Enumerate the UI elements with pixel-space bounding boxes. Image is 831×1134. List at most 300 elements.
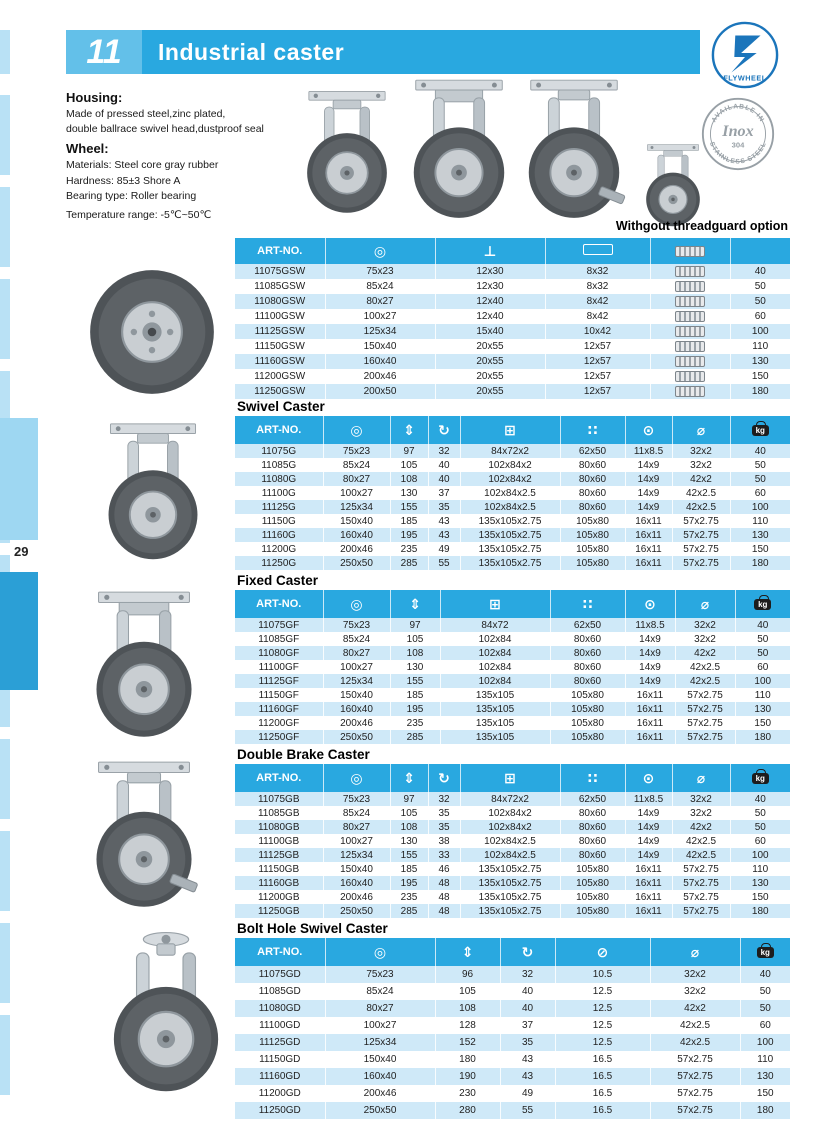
spec-value-cell: 42x2.5: [672, 500, 730, 514]
spec-value-cell: 16.5: [555, 1102, 650, 1119]
spec-value-cell: 43: [428, 528, 460, 542]
spec-value-cell: 60: [730, 309, 790, 324]
spec-value-cell: 12x30: [435, 279, 545, 294]
spec-value-cell: 57x2.75: [675, 730, 735, 744]
spec-value-cell: 42x2.5: [650, 1017, 740, 1034]
spec-value-cell: 280: [435, 1102, 500, 1119]
spec-value-cell: 105x80: [560, 904, 625, 918]
spec-value-cell: 105x80: [560, 556, 625, 570]
spec-value-cell: 135x105: [440, 688, 550, 702]
spec-value-cell: 75x23: [323, 792, 390, 806]
spec-value-cell: 14x9: [625, 806, 672, 820]
spec-value-cell: 14x9: [625, 660, 675, 674]
sleeve-image-cell: [650, 324, 730, 339]
spec-value-cell: 125x34: [323, 848, 390, 862]
art-no-cell: 11080GD: [235, 1000, 325, 1017]
spec-value-cell: 42x2: [675, 646, 735, 660]
spec-value-cell: 80x60: [560, 806, 625, 820]
art-no-cell: 11080GB: [235, 820, 323, 834]
spec-value-cell: 195: [390, 876, 428, 890]
spec-value-cell: 135x105: [440, 730, 550, 744]
spec-value-cell: 50: [730, 458, 790, 472]
spec-value-cell: 102x84x2.5: [460, 486, 560, 500]
spec-value-cell: 40: [500, 983, 555, 1000]
column-header-art-no: ART-NO.: [235, 416, 323, 444]
table-row: [235, 384, 790, 399]
art-no-cell: 11150GSW: [235, 339, 325, 354]
spec-value-cell: 130: [730, 354, 790, 369]
mounting-height-icon: ⇕: [409, 595, 421, 612]
section-title-bolt: Bolt Hole Swivel Caster: [237, 921, 388, 936]
art-no-cell: 11085GSW: [235, 279, 325, 294]
table-row: [235, 1000, 790, 1017]
spec-value-cell: 200x46: [323, 716, 390, 730]
spec-value-cell: 57x2.75: [672, 890, 730, 904]
spec-value-cell: 42x2: [672, 472, 730, 486]
spec-value-cell: 185: [390, 688, 440, 702]
table-row: [235, 688, 790, 702]
spec-value-cell: 105: [390, 458, 428, 472]
table-row: [235, 966, 790, 983]
art-no-cell: 11150GD: [235, 1051, 325, 1068]
spec-value-cell: 35: [428, 806, 460, 820]
column-header-raceway-icon: [672, 764, 730, 792]
spec-value-cell: 150x40: [323, 862, 390, 876]
spec-value-cell: 102x84: [440, 660, 550, 674]
column-header-art-no: ART-NO.: [235, 764, 323, 792]
column-header-mounting-height-icon: [390, 764, 428, 792]
spec-value-cell: 85x24: [323, 632, 390, 646]
sleeve-image-cell: [650, 369, 730, 384]
spec-value-cell: 20x55: [435, 384, 545, 399]
art-no-cell: 11075GF: [235, 618, 323, 632]
column-header-wheel-size-icon: [323, 590, 390, 618]
spec-value-cell: 155: [390, 500, 428, 514]
spec-value-cell: 150x40: [323, 514, 390, 528]
spec-value-cell: 57x2.75: [672, 556, 730, 570]
spec-value-cell: 8x32: [545, 264, 650, 279]
spec-value-cell: 57x2.75: [672, 904, 730, 918]
column-header-raceway-icon: [650, 938, 740, 966]
spec-value-cell: 40: [500, 1000, 555, 1017]
spec-value-cell: 57x2.75: [675, 716, 735, 730]
spec-value-cell: 125x34: [323, 500, 390, 514]
spec-value-cell: 50: [735, 646, 790, 660]
spec-value-cell: 135x105x2.75: [460, 542, 560, 556]
spec-value-cell: 80x60: [560, 486, 625, 500]
spec-value-cell: 8x42: [545, 294, 650, 309]
section-title-brake: Double Brake Caster: [237, 747, 370, 762]
spec-value-cell: 110: [740, 1051, 790, 1068]
spec-value-cell: 57x2.75: [650, 1068, 740, 1085]
flywheel-logo-icon: [710, 20, 780, 90]
spec-value-cell: 85x24: [325, 983, 435, 1000]
spec-value-cell: 84x72: [440, 618, 550, 632]
load-capacity-icon: kg: [752, 425, 769, 436]
raceway-icon: ⌀: [690, 943, 700, 960]
art-no-cell: 11250G: [235, 556, 323, 570]
page-number: 29: [14, 544, 29, 559]
spec-value-cell: 180: [730, 556, 790, 570]
load-capacity-icon: kg: [752, 773, 769, 784]
column-header-bolt-hole-icon: [625, 590, 675, 618]
spec-value-cell: 32x2: [675, 632, 735, 646]
spec-value-cell: 285: [390, 556, 428, 570]
spec-value-cell: 200x50: [325, 384, 435, 399]
spec-value-cell: 85x24: [323, 806, 390, 820]
spec-value-cell: 155: [390, 674, 440, 688]
table-header-row: [235, 938, 790, 966]
table-row: [235, 264, 790, 279]
spec-value-cell: 40: [735, 618, 790, 632]
spec-value-cell: 57x2.75: [650, 1085, 740, 1102]
spec-value-cell: 185: [390, 862, 428, 876]
spec-value-cell: 180: [435, 1051, 500, 1068]
spec-value-cell: 105: [390, 632, 440, 646]
spec-value-cell: 20x55: [435, 339, 545, 354]
art-no-cell: 11150G: [235, 514, 323, 528]
column-header-sleeve-photo-icon: [650, 238, 730, 264]
table-row: [235, 1051, 790, 1068]
photo-double-brake-caster: [82, 758, 206, 913]
art-no-cell: 11150GF: [235, 688, 323, 702]
wheel-size-icon: ◎: [350, 421, 363, 438]
spec-value-cell: 180: [735, 730, 790, 744]
spec-value-cell: 12x57: [545, 369, 650, 384]
top-photo-swivel-caster: [295, 88, 399, 218]
swivel-radius-icon: ↻: [438, 421, 450, 438]
column-header-bolt-hole-icon: [625, 764, 672, 792]
badge-bottom-text: STAINLESS STEEL: [707, 140, 769, 166]
spec-value-cell: 14x9: [625, 472, 672, 486]
column-header-mounting-height-icon: [435, 938, 500, 966]
spec-value-cell: 80x60: [560, 820, 625, 834]
bolt-spacing-icon: ∷: [587, 769, 598, 786]
column-header-sleeve-outline-icon: [545, 238, 650, 264]
art-no-cell: 11075GD: [235, 966, 325, 983]
section-title-swivel: Swivel Caster: [237, 399, 325, 414]
spec-value-cell: 14x9: [625, 848, 672, 862]
photo-wheel-only: [88, 268, 216, 396]
spec-value-cell: 200x46: [325, 1085, 435, 1102]
art-no-cell: 11100GB: [235, 834, 323, 848]
top-photo-small-swivel-caster: [638, 142, 708, 230]
spec-value-cell: 16x11: [625, 876, 672, 890]
spec-value-cell: 50: [735, 632, 790, 646]
spec-value-cell: 235: [390, 890, 428, 904]
column-header-plate-size-icon: [440, 590, 550, 618]
spec-value-cell: 14x9: [625, 486, 672, 500]
table-row: [235, 369, 790, 384]
art-no-cell: 11080GF: [235, 646, 323, 660]
spec-value-cell: 37: [428, 486, 460, 500]
art-no-cell: 11125GF: [235, 674, 323, 688]
section-title-fixed: Fixed Caster: [237, 573, 319, 588]
spec-value-cell: 130: [730, 528, 790, 542]
sleeve-outline-icon: [583, 244, 613, 255]
spec-value-cell: 150: [730, 369, 790, 384]
table-row: [235, 716, 790, 730]
spec-value-cell: 125x34: [325, 1034, 435, 1051]
spec-value-cell: 100x27: [323, 486, 390, 500]
bolt-hole-diameter-icon: ⊘: [596, 943, 609, 960]
spec-value-cell: 185: [390, 514, 428, 528]
spec-value-cell: 14x9: [625, 646, 675, 660]
spec-value-cell: 80x27: [323, 472, 390, 486]
mounting-height-icon: ⇕: [461, 943, 474, 960]
spec-value-cell: 100: [730, 324, 790, 339]
spec-value-cell: 155: [390, 848, 428, 862]
spec-value-cell: 60: [730, 486, 790, 500]
table-row: [235, 1017, 790, 1034]
spec-value-cell: 43: [500, 1068, 555, 1085]
header-bar: [66, 30, 700, 74]
spec-value-cell: 160x40: [325, 354, 435, 369]
spec-value-cell: 80x60: [560, 848, 625, 862]
spec-value-cell: 105x80: [550, 716, 625, 730]
spec-value-cell: 80x60: [560, 834, 625, 848]
spec-value-cell: 16x11: [625, 904, 672, 918]
product-specs: [66, 86, 294, 223]
sleeve-image-cell: [650, 354, 730, 369]
art-no-cell: 11250GF: [235, 730, 323, 744]
spec-value-cell: 250x50: [323, 556, 390, 570]
spec-value-cell: 32x2: [672, 458, 730, 472]
table-row: [235, 444, 790, 458]
spec-value-cell: 105x80: [560, 876, 625, 890]
spec-value-cell: 105x80: [550, 730, 625, 744]
spec-value-cell: 32x2: [672, 806, 730, 820]
art-no-cell: 11085G: [235, 458, 323, 472]
spec-value-cell: 16x11: [625, 702, 675, 716]
spec-value-cell: 37: [500, 1017, 555, 1034]
spec-value-cell: 102x84x2: [460, 472, 560, 486]
spec-value-cell: 150: [740, 1085, 790, 1102]
column-header-wheel-size-icon: [325, 238, 435, 264]
spec-value-cell: 130: [730, 876, 790, 890]
spec-value-cell: 40: [730, 792, 790, 806]
spec-value-cell: 150: [730, 542, 790, 556]
art-no-cell: 11200GD: [235, 1085, 325, 1102]
spec-value-cell: 32x2: [650, 966, 740, 983]
wheel-line: Materials: Steel core gray rubber: [66, 159, 219, 172]
spec-value-cell: 12x57: [545, 339, 650, 354]
spec-value-cell: 135x105x2.75: [460, 514, 560, 528]
spec-value-cell: 105: [435, 983, 500, 1000]
spec-value-cell: 12x57: [545, 354, 650, 369]
wheel-size-icon: ◎: [350, 595, 363, 612]
spec-value-cell: 85x24: [325, 279, 435, 294]
spec-value-cell: 230: [435, 1085, 500, 1102]
art-no-cell: 11200G: [235, 542, 323, 556]
art-no-cell: 11250GB: [235, 904, 323, 918]
spec-value-cell: 48: [428, 904, 460, 918]
art-no-cell: 11250GD: [235, 1102, 325, 1119]
table-row: [235, 294, 790, 309]
art-no-cell: 11085GB: [235, 806, 323, 820]
wheel-size-icon: ◎: [350, 769, 363, 786]
spec-value-cell: 62x50: [560, 792, 625, 806]
wheel-size-icon: ◎: [373, 943, 387, 960]
spec-value-cell: 80x60: [550, 660, 625, 674]
spec-value-cell: 100: [735, 674, 790, 688]
spec-value-cell: 250x50: [323, 730, 390, 744]
load-capacity-icon: kg: [757, 947, 774, 958]
table-row: [235, 983, 790, 1000]
spec-value-cell: 135x105x2.75: [460, 862, 560, 876]
photo-bolt-hole-caster: [98, 928, 234, 1098]
column-header-wheel-size-icon: [323, 764, 390, 792]
spec-value-cell: 135x105x2.75: [460, 556, 560, 570]
spec-value-cell: 110: [730, 862, 790, 876]
art-no-cell: 11085GF: [235, 632, 323, 646]
swivel-radius-icon: ↻: [521, 943, 534, 960]
expander-sleeve-icon: [675, 371, 705, 382]
spec-value-cell: 42x2: [650, 1000, 740, 1017]
table-row: [235, 820, 790, 834]
spec-value-cell: 135x105: [440, 716, 550, 730]
spec-value-cell: 20x55: [435, 369, 545, 384]
spec-value-cell: 49: [428, 542, 460, 556]
table-double-brake-caster: [235, 764, 790, 918]
art-no-cell: 11080GSW: [235, 294, 325, 309]
spec-value-cell: 32x2: [672, 792, 730, 806]
spec-value-cell: 100: [730, 500, 790, 514]
spec-value-cell: 160x40: [323, 528, 390, 542]
spec-value-cell: 14x9: [625, 820, 672, 834]
table-row: [235, 1034, 790, 1051]
expander-sleeve-icon: [675, 356, 705, 367]
spec-value-cell: 14x9: [625, 632, 675, 646]
table-row: [235, 618, 790, 632]
spec-value-cell: 55: [500, 1102, 555, 1119]
column-header-bolt-spacing-icon: [560, 764, 625, 792]
spec-value-cell: 57x2.75: [672, 542, 730, 556]
spec-value-cell: 100x27: [325, 1017, 435, 1034]
chapter-tab-light: [0, 418, 38, 540]
art-no-cell: 11100GSW: [235, 309, 325, 324]
spec-value-cell: 42x2: [672, 820, 730, 834]
table-row: [235, 806, 790, 820]
spec-value-cell: 100x27: [323, 660, 390, 674]
spec-value-cell: 35: [428, 820, 460, 834]
spec-value-cell: 80x27: [325, 294, 435, 309]
sleeve-image-cell: [650, 294, 730, 309]
spec-value-cell: 50: [730, 820, 790, 834]
art-no-cell: 11080G: [235, 472, 323, 486]
raceway-icon: ⌀: [696, 421, 706, 438]
spec-value-cell: 10x42: [545, 324, 650, 339]
spec-value-cell: 50: [740, 983, 790, 1000]
spec-value-cell: 160x40: [323, 702, 390, 716]
spec-value-cell: 80x60: [560, 472, 625, 486]
spec-value-cell: 108: [390, 646, 440, 660]
expander-sleeve-icon: [675, 281, 705, 292]
spec-value-cell: 38: [428, 834, 460, 848]
column-header-mounting-height-icon: [390, 590, 440, 618]
chapter-number: 11: [86, 32, 122, 71]
spec-value-cell: 40: [730, 264, 790, 279]
spec-value-cell: 105x80: [550, 688, 625, 702]
spec-value-cell: 200x46: [325, 369, 435, 384]
spec-value-cell: 125x34: [325, 324, 435, 339]
spec-value-cell: 48: [428, 890, 460, 904]
spec-value-cell: 105x80: [560, 862, 625, 876]
table-row: [235, 486, 790, 500]
spec-value-cell: 16x11: [625, 862, 672, 876]
spec-value-cell: 105x80: [560, 514, 625, 528]
table-row: [235, 500, 790, 514]
plate-size-icon: ⊞: [489, 595, 501, 612]
spec-value-cell: 15x40: [435, 324, 545, 339]
spec-value-cell: 80x27: [323, 820, 390, 834]
spec-value-cell: 160x40: [323, 876, 390, 890]
spec-value-cell: 150x40: [325, 1051, 435, 1068]
table-row: [235, 309, 790, 324]
spec-value-cell: 96: [435, 966, 500, 983]
top-photo-swivel-caster-large: [400, 76, 518, 224]
spec-value-cell: 11x8.5: [625, 792, 672, 806]
spec-value-cell: 75x23: [325, 966, 435, 983]
spec-value-cell: 80x27: [323, 646, 390, 660]
column-header-load-capacity-icon: [735, 590, 790, 618]
art-no-cell: 11125GD: [235, 1034, 325, 1051]
column-header-art-no: ART-NO.: [235, 938, 325, 966]
spec-value-cell: 80x60: [550, 632, 625, 646]
column-header-raceway-icon: [675, 590, 735, 618]
table-header-row: [235, 238, 790, 264]
spec-value-cell: 105x80: [560, 890, 625, 904]
spec-value-cell: 42x2.5: [675, 674, 735, 688]
spec-value-cell: 150: [730, 890, 790, 904]
table-header-row: [235, 764, 790, 792]
art-no-cell: 11160GF: [235, 702, 323, 716]
spec-value-cell: 130: [390, 834, 428, 848]
spec-value-cell: 50: [730, 294, 790, 309]
spec-value-cell: 16x11: [625, 528, 672, 542]
spec-value-cell: 20x55: [435, 354, 545, 369]
spec-value-cell: 32x2: [675, 618, 735, 632]
table-row: [235, 528, 790, 542]
spec-value-cell: 14x9: [625, 500, 672, 514]
spec-value-cell: 235: [390, 542, 428, 556]
mounting-height-icon: ⇕: [403, 421, 415, 438]
spec-value-cell: 108: [390, 820, 428, 834]
badge-top-text: AVAILABLE IN: [710, 103, 766, 124]
column-header-plate-size-icon: [460, 764, 560, 792]
art-no-cell: 11075GSW: [235, 264, 325, 279]
badge-inox-text: Inox: [722, 122, 754, 140]
inox-badge: [700, 96, 776, 172]
edge-decoration: [0, 30, 10, 74]
spec-value-cell: 110: [730, 339, 790, 354]
art-no-cell: 11125GB: [235, 848, 323, 862]
spec-value-cell: 14x9: [625, 458, 672, 472]
spec-value-cell: 200x46: [323, 542, 390, 556]
spec-value-cell: 102x84x2: [460, 806, 560, 820]
spec-value-cell: 35: [428, 500, 460, 514]
column-header-wheel-size-icon: [323, 416, 390, 444]
spec-value-cell: 50: [730, 472, 790, 486]
spec-value-cell: 50: [730, 279, 790, 294]
spec-value-cell: 40: [428, 458, 460, 472]
art-no-cell: 11200GB: [235, 890, 323, 904]
column-header-load-capacity-icon: [740, 938, 790, 966]
art-no-cell: 11125GSW: [235, 324, 325, 339]
spec-value-cell: 8x32: [545, 279, 650, 294]
spec-value-cell: 57x2.75: [672, 862, 730, 876]
plate-size-icon: ⊞: [504, 421, 516, 438]
